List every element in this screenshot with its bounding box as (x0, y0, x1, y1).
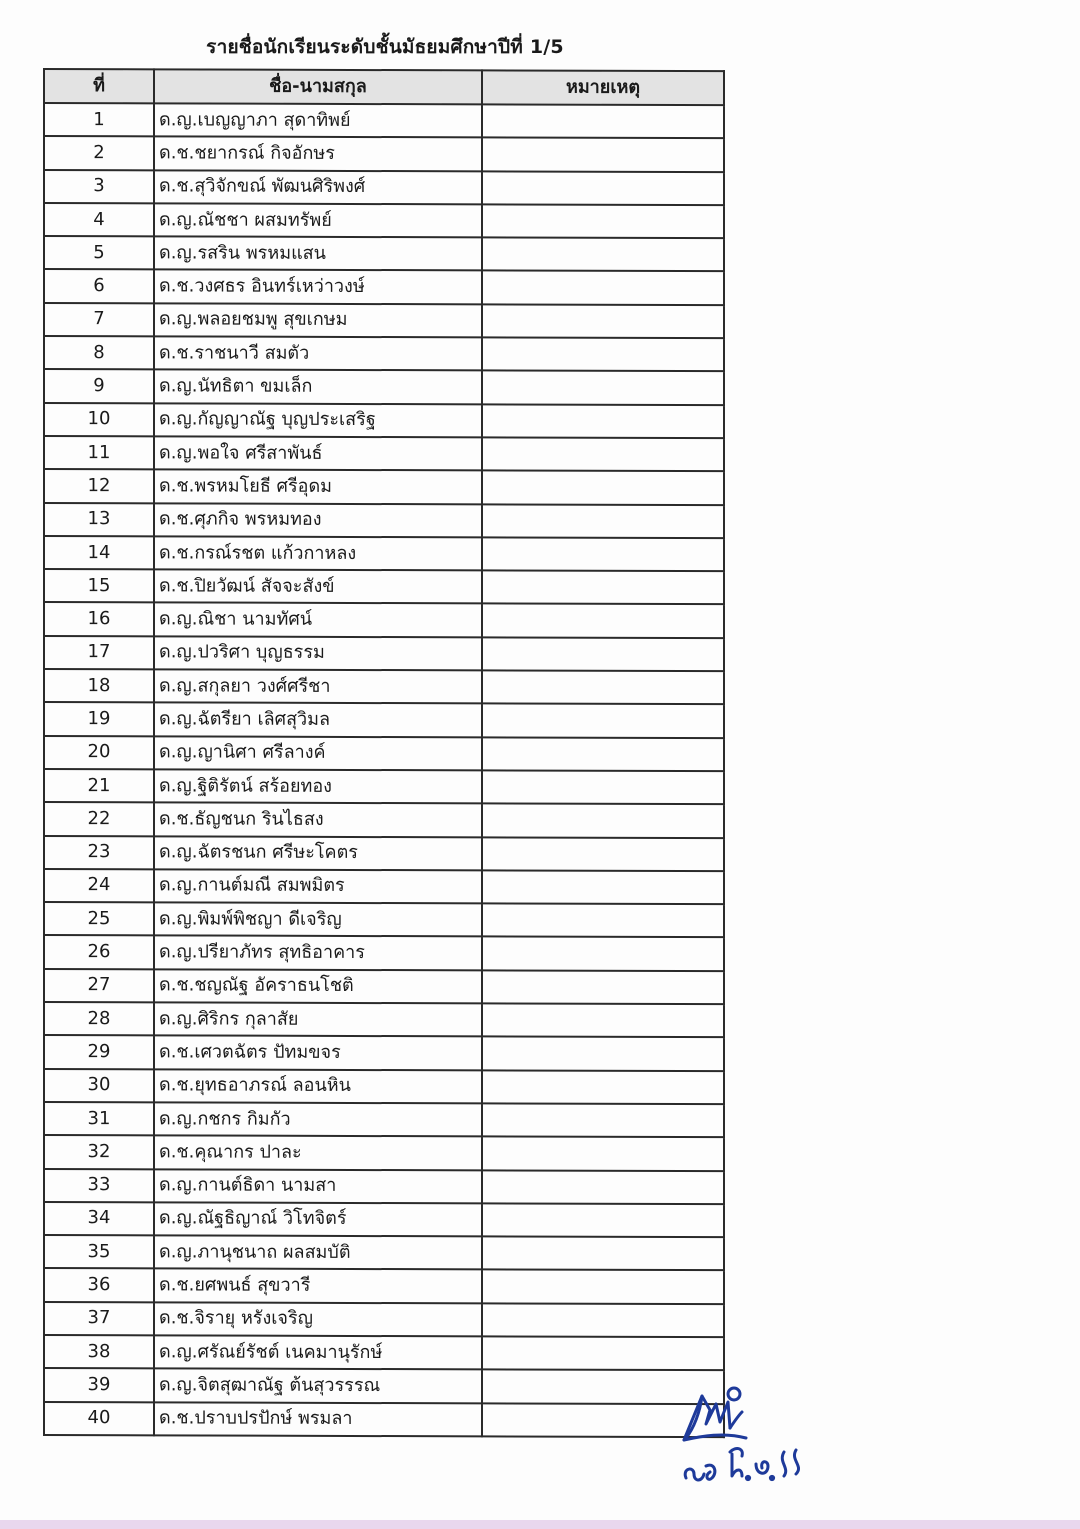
signature-date-text: ๓๑ มี.ค.๖๖ (672, 1382, 677, 1383)
student-name-cell: ด.ญ.ฉัตรชนก ศรีษะโคตร (154, 836, 482, 870)
student-number-cell: 3 (44, 170, 154, 204)
student-name-cell: ด.ช.เศวตฉัตร ปัทมขจร (154, 1036, 482, 1070)
student-name-cell: ด.ญ.รสริน พรหมแสน (154, 237, 482, 271)
student-note-cell (482, 104, 724, 138)
student-name-cell: ด.ช.ยศพนธ์ สุขวารี (154, 1269, 482, 1303)
table-row (44, 1302, 724, 1337)
student-number-cell: 16 (44, 602, 154, 636)
table-body (44, 103, 724, 1437)
student-note-cell (482, 737, 724, 771)
table-row (44, 869, 724, 904)
student-number-cell: 40 (44, 1402, 154, 1436)
student-number-cell: 12 (44, 469, 154, 503)
student-name-cell: ด.ช.ปราบปรปักษ์ พรมลา (154, 1402, 482, 1436)
table-row (44, 203, 724, 238)
table-row (44, 536, 724, 571)
student-number-cell: 2 (44, 136, 154, 170)
student-note-cell (482, 970, 724, 1004)
student-note-cell (482, 704, 724, 738)
student-note-cell (482, 571, 724, 605)
table-row (44, 1035, 724, 1070)
student-number-cell: 29 (44, 1035, 154, 1069)
student-note-cell (482, 238, 724, 272)
student-note-cell (482, 537, 724, 571)
roster-table-wrapper (43, 68, 723, 1448)
student-number-cell: 5 (44, 236, 154, 270)
student-number-cell: 22 (44, 802, 154, 836)
student-number-cell: 30 (44, 1069, 154, 1103)
student-note-cell (482, 437, 724, 471)
student-note-cell (482, 1003, 724, 1037)
student-number-cell: 34 (44, 1202, 154, 1236)
student-name-cell: ด.ช.สุวิจักขณ์ พัฒนศิริพงศ์ (154, 170, 482, 204)
student-number-cell: 8 (44, 336, 154, 370)
student-roster-table (43, 68, 725, 1438)
student-note-cell (482, 670, 724, 704)
table-row (44, 702, 724, 737)
student-number-cell: 4 (44, 203, 154, 237)
table-row (44, 636, 724, 671)
student-name-cell: ด.ช.กรณ์รชต แก้วกาหลง (154, 536, 482, 570)
student-number-cell: 14 (44, 536, 154, 570)
student-name-cell: ด.ญ.พิมพ์พิชญา ดีเจริญ (154, 902, 482, 936)
student-note-cell (482, 1103, 724, 1137)
column-header-name: ชื่อ-นามสกุล (154, 69, 482, 104)
student-note-cell (482, 804, 724, 838)
student-name-cell: ด.ญ.ปวริศา บุญธรรม (154, 636, 482, 670)
student-name-cell: ด.ญ.ศรัณย์รัชต์ เนคมานุรักษ์ (154, 1335, 482, 1369)
student-number-cell: 35 (44, 1235, 154, 1269)
student-number-cell: 21 (44, 769, 154, 803)
student-note-cell (482, 271, 724, 305)
student-note-cell (482, 304, 724, 338)
student-number-cell: 18 (44, 669, 154, 703)
student-name-cell: ด.ญ.ณัฐธิญาณ์ วิโทจิตร์ (154, 1202, 482, 1236)
table-row (44, 1368, 724, 1403)
student-note-cell (482, 604, 724, 638)
student-number-cell: 36 (44, 1268, 154, 1302)
student-name-cell: ด.ช.วงศธร อินทร์เหว่าวงษ์ (154, 270, 482, 304)
student-note-cell (482, 1236, 724, 1270)
student-name-cell: ด.ญ.ภานุชนาถ ผลสมบัติ (154, 1235, 482, 1269)
student-name-cell: ด.ช.ศุภกิจ พรหมทอง (154, 503, 482, 537)
student-name-cell: ด.ช.ปิยวัฒน์ สัจจะสังข์ (154, 570, 482, 604)
student-number-cell: 31 (44, 1102, 154, 1136)
bottom-edge-strip (0, 1520, 1080, 1529)
student-number-cell: 10 (44, 403, 154, 437)
table-row (44, 602, 724, 637)
table-row (44, 935, 724, 970)
table-row (44, 969, 724, 1004)
student-number-cell: 27 (44, 969, 154, 1003)
table-row (44, 769, 724, 804)
table-row (44, 1235, 724, 1270)
table-row (44, 469, 724, 504)
student-note-cell (482, 1070, 724, 1104)
table-row (44, 1069, 724, 1104)
table-row (44, 369, 724, 404)
student-number-cell: 19 (44, 702, 154, 736)
student-number-cell: 15 (44, 569, 154, 603)
student-name-cell: ด.ญ.สกุลยา วงศ์ศรีชา (154, 669, 482, 703)
student-note-cell (482, 837, 724, 871)
student-number-cell: 24 (44, 869, 154, 903)
student-note-cell (482, 1170, 724, 1204)
table-row (44, 1169, 724, 1204)
student-name-cell: ด.ช.ชญณัฐ อัคราธนโชติ (154, 969, 482, 1003)
table-row (44, 1268, 724, 1303)
table-row (44, 1402, 724, 1437)
table-row (44, 1335, 724, 1370)
table-row (44, 1202, 724, 1237)
table-row (44, 103, 724, 138)
student-name-cell: ด.ญ.ฐิติรัตน์ สร้อยทอง (154, 769, 482, 803)
table-row (44, 236, 724, 271)
student-number-cell: 39 (44, 1368, 154, 1402)
student-note-cell (482, 904, 724, 938)
student-note-cell (482, 1037, 724, 1071)
table-row (44, 1002, 724, 1037)
student-name-cell: ด.ญ.ญานิศา ศรีลางค์ (154, 736, 482, 770)
student-name-cell: ด.ญ.ปรียาภัทร สุทธิอาคาร (154, 936, 482, 970)
student-name-cell: ด.ญ.เบญญาภา สุดาทิพย์ (154, 103, 482, 137)
student-name-cell: ด.ญ.ณัชชา ผสมทรัพย์ (154, 203, 482, 237)
student-number-cell: 6 (44, 269, 154, 303)
student-note-cell (482, 337, 724, 371)
student-note-cell (482, 1137, 724, 1171)
table-row (44, 1102, 724, 1137)
student-number-cell: 32 (44, 1135, 154, 1169)
student-number-cell: 17 (44, 636, 154, 670)
student-number-cell: 20 (44, 736, 154, 770)
table-row (44, 436, 724, 471)
student-note-cell (482, 870, 724, 904)
table-row (44, 669, 724, 704)
student-note-cell (482, 371, 724, 405)
student-note-cell (482, 1203, 724, 1237)
student-name-cell: ด.ช.จิรายุ หรังเจริญ (154, 1302, 482, 1336)
student-name-cell: ด.ญ.กชกร กิมกัว (154, 1102, 482, 1136)
table-row (44, 269, 724, 304)
student-number-cell: 23 (44, 836, 154, 870)
student-name-cell: ด.ช.พรหมโยธี ศรีอุดม (154, 470, 482, 504)
student-name-cell: ด.ช.คุณากร ปาละ (154, 1136, 482, 1170)
student-number-cell: 7 (44, 303, 154, 337)
student-number-cell: 38 (44, 1335, 154, 1369)
table-row (44, 1135, 724, 1170)
student-number-cell: 11 (44, 436, 154, 470)
student-name-cell: ด.ญ.ณิชา นามทัศน์ (154, 603, 482, 637)
student-number-cell: 25 (44, 902, 154, 936)
column-header-note: หมายเหตุ (482, 70, 724, 105)
student-number-cell: 26 (44, 935, 154, 969)
student-note-cell (482, 404, 724, 438)
student-number-cell: 37 (44, 1302, 154, 1336)
table-row (44, 503, 724, 538)
student-note-cell (482, 471, 724, 505)
table-row (44, 336, 724, 371)
student-number-cell: 33 (44, 1169, 154, 1203)
student-name-cell: ด.ญ.กัญญาณัฐ บุญประเสริฐ (154, 403, 482, 437)
student-name-cell: ด.ช.ธัญชนก รินไธสง (154, 803, 482, 837)
student-note-cell (482, 204, 724, 238)
table-row (44, 569, 724, 604)
student-name-cell: ด.ช.ชยากรณ์ กิจอักษร (154, 137, 482, 171)
student-note-cell (482, 171, 724, 205)
table-row (44, 836, 724, 871)
student-name-cell: ด.ญ.นัทธิตา ขมเล็ก (154, 370, 482, 404)
student-note-cell (482, 1303, 724, 1337)
table-row (44, 802, 724, 837)
student-note-cell (482, 504, 724, 538)
student-name-cell: ด.ญ.พอใจ ศรีสาพันธ์ (154, 436, 482, 470)
student-name-cell: ด.ญ.กานต์มณี สมพมิตร (154, 869, 482, 903)
student-name-cell: ด.ช.ราชนาวี สมตัว (154, 336, 482, 370)
student-name-cell: ด.ญ.ฉัตรียา เลิศสุวิมล (154, 703, 482, 737)
table-row (44, 403, 724, 438)
table-row (44, 736, 724, 771)
document-title: รายชื่อนักเรียนระดับชั้นมัธยมศึกษาปีที่ 1/5 (206, 36, 564, 58)
student-name-cell: ด.ญ.พลอยชมพู สุขเกษม (154, 303, 482, 337)
table-row (44, 303, 724, 338)
student-number-cell: 13 (44, 503, 154, 537)
handwritten-signature-and-date (672, 1382, 822, 1502)
student-note-cell (482, 637, 724, 671)
column-header-number: ที่ (44, 69, 154, 103)
student-number-cell: 1 (44, 103, 154, 137)
student-name-cell: ด.ช.ยุทธอาภรณ์ ลอนหิน (154, 1069, 482, 1103)
table-row (44, 136, 724, 171)
student-number-cell: 9 (44, 369, 154, 403)
student-note-cell (482, 937, 724, 971)
student-name-cell: ด.ญ.กานต์ธิดา นามสา (154, 1169, 482, 1203)
student-note-cell (482, 770, 724, 804)
student-note-cell (482, 1336, 724, 1370)
student-name-cell: ด.ญ.ศิริกร กุลาสัย (154, 1002, 482, 1036)
table-row (44, 170, 724, 205)
student-name-cell: ด.ญ.จิตสุฒาณัฐ ต้นสุวรรรณ (154, 1369, 482, 1403)
table-row (44, 902, 724, 937)
student-number-cell: 28 (44, 1002, 154, 1036)
student-note-cell (482, 138, 724, 172)
table-header-row (44, 69, 724, 105)
student-note-cell (482, 1270, 724, 1304)
